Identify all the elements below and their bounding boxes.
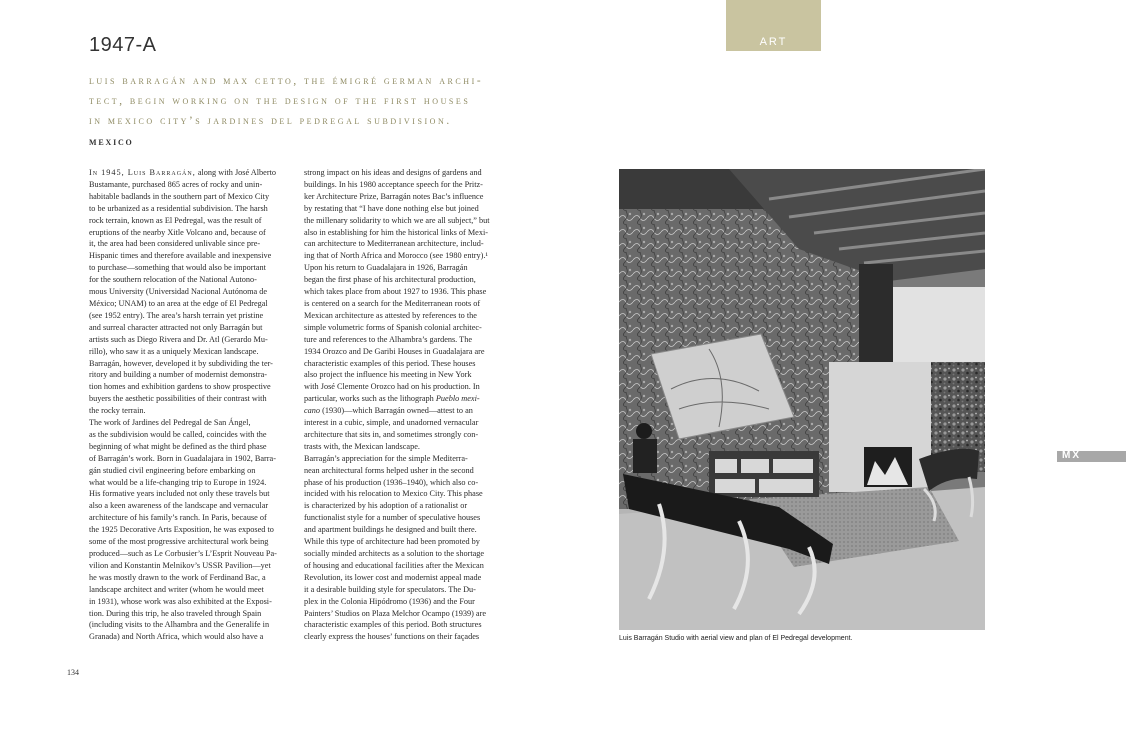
body-line: artists such as Diego Rivera and Dr. Atl (Gerardo Mu- xyxy=(89,334,268,344)
body-line: he was mostly drawn to the work of Ferdinand Bac, a xyxy=(89,572,266,582)
studio-photo xyxy=(619,169,985,630)
body-line: as the subdivision would be called, coincides with the xyxy=(89,429,267,439)
body-line: Upon his return to Guadalajara in 1926, Barragán xyxy=(304,263,468,273)
body-line: architecture of his family’s ranch. In Paris, because of xyxy=(89,513,267,523)
body-line: it, the area had been considered unlivable since pre- xyxy=(89,239,261,249)
body-line: also project the influence his meeting in New York xyxy=(304,370,472,380)
figure-caption: Luis Barragán Studio with aerial view and plan of El Pedregal development. xyxy=(619,635,853,642)
body-line: for the southern relocation of the National Autono- xyxy=(89,275,257,285)
body-line: eruptions of the nearby Xitle Volcano and, because of xyxy=(89,227,266,237)
headline-line: tect, begin working on the design of the first houses xyxy=(89,95,471,107)
headline-line: luis barragán and max cetto, the émigré german archi- xyxy=(89,75,484,87)
body-line: to purchase—something that would also be important xyxy=(89,263,266,273)
body-line: rock terrain, known as El Pedregal, was the result of xyxy=(89,215,262,225)
body-line: is centered on a search for the Mediterranean roots of xyxy=(304,298,481,308)
body-line: which takes place from about 1927 to 1936. This phase xyxy=(304,287,487,297)
country-tab-mx xyxy=(1057,451,1126,462)
body-line: While this type of architecture had been promoted by xyxy=(304,537,480,547)
body-line: by restating that “I have done nothing else but joined xyxy=(304,203,479,213)
body-line: habitable badlands in the southern part of Mexico City xyxy=(89,191,270,201)
body-line: nean architectural forms helped usher in the second xyxy=(304,465,474,475)
body-column-1 xyxy=(89,167,285,643)
body-line: Revolution, its lower cost and modernist appeal made xyxy=(304,572,482,582)
artwork-title: cano xyxy=(304,406,321,416)
body-line: architecture that sits in, and sometimes strongly con- xyxy=(304,429,479,439)
body-line: Hispanic times and therefore available and inexpensive xyxy=(89,251,272,261)
body-line: and apartment buildings he designed and built there. xyxy=(304,525,477,535)
body-line: The work of Jardines del Pedregal de San Ángel, xyxy=(89,418,251,428)
body-line: landscape architect and writer (whom he would meet xyxy=(89,584,264,594)
body-line: with José Clemente Orozco had on his production. In xyxy=(304,382,480,392)
body-line: the 1925 Decorative Arts Exposition, he was exposed to xyxy=(89,525,274,535)
text-run: (1930)—which Barragán owned—attest to an xyxy=(320,406,473,416)
body-line: ing that of North Africa and Morocco (see 1980 entry).¹ xyxy=(304,251,488,261)
body-line: what would be a life-changing trip to Europe in 1924. xyxy=(89,477,267,487)
body-line: socially minded architects as a solution to the shortage xyxy=(304,549,485,558)
body-line: also a keen awareness of the landscape and vernacular xyxy=(89,501,269,511)
body-line: it a desirable building style for speculators. The Du- xyxy=(304,584,476,594)
body-line: functionalist style for a number of speculative houses xyxy=(304,513,481,523)
body-line: some of the most progressive architectural work being xyxy=(89,537,269,547)
body-line: phase of his production (1936–1940), which also co- xyxy=(304,477,479,487)
entry-headline xyxy=(89,71,529,131)
body-line: vilion and Konstantin Melnikov’s USSR Pavilion—yet xyxy=(89,560,271,570)
body-line: ture and references to the Alhambra’s gardens. The xyxy=(304,334,472,344)
body-line: can architecture to Mediterranean architecture, includ- xyxy=(304,239,484,249)
body-line: characteristic examples of this period. These houses xyxy=(304,358,476,368)
body-line xyxy=(89,167,285,179)
headline-line: in mexico city’s jardines del pedregal subdivision. xyxy=(89,115,452,127)
body-line: incided with his relocation to Mexico City. This phase xyxy=(304,489,483,499)
body-line: of housing and educational facilities after the Mexican xyxy=(304,560,484,570)
body-line: began the first phase of his architectural production, xyxy=(304,275,476,285)
body-line: in 1931), whose work was also exhibited at the Exposi- xyxy=(89,596,272,606)
body-line: simple volumetric forms of Spanish colonial architec- xyxy=(304,322,482,332)
body-line: tion. During this trip, he also traveled through Spain xyxy=(89,608,262,618)
body-line: rillo), who saw it as a uniquely Mexican landscape. xyxy=(89,346,259,356)
body-line: (see 1952 entry). The area’s harsh terrain yet pristine xyxy=(89,310,264,320)
body-line: 1934 Orozco and De Garibi Houses in Guadalajara are xyxy=(304,346,485,356)
body-line: México; UNAM) to an area at the edge of El Pedregal xyxy=(89,298,268,308)
lead-rest: along with José Alberto xyxy=(195,168,276,177)
body-line: the millenary solidarity to which we are all subject,” but xyxy=(304,215,490,225)
body-line: beginning of what might be defined as the third phase xyxy=(89,441,267,451)
text-run: particular, works such as the lithograph xyxy=(304,394,436,404)
body-line xyxy=(304,393,504,405)
body-line: ker Architecture Prize, Barragán notes Bac’s influence xyxy=(304,191,484,201)
body-line: of Barragán’s work. Born in Guadalajara in 1902, Barra- xyxy=(89,453,276,463)
body-line: (including visits to the Alhambra and the Generalife in xyxy=(89,620,270,630)
body-line: trasts with, the Mexican landscape. xyxy=(304,441,420,451)
section-tab-label: ART xyxy=(759,36,788,48)
body-line: buyers the aesthetic possibilities of their contrast with xyxy=(89,394,267,404)
body-line: Painters’ Studios on Plaza Melchor Ocampo (1939) are xyxy=(304,608,486,618)
body-line: ritory and building a number of modernist demonstra- xyxy=(89,370,268,380)
country-tab-label: MX xyxy=(1062,450,1081,461)
body-line: gán studied civil engineering before embarking on xyxy=(89,465,256,475)
body-line xyxy=(304,405,504,417)
body-line: produced—such as Le Corbusier’s L’Esprit Nouveau Pa- xyxy=(89,549,277,558)
page-number: 134 xyxy=(67,668,79,677)
body-column-2 xyxy=(304,167,504,643)
body-line: His formative years included not only these travels but xyxy=(89,489,270,499)
body-line: tion homes and exhibition gardens to show prospective xyxy=(89,382,271,392)
section-tab-art xyxy=(726,0,821,51)
artwork-title: Pueblo mexi- xyxy=(435,394,480,404)
body-line: characteristic examples of this period. Both structures xyxy=(304,620,482,630)
body-line: plex in the Colonia Hipódromo (1936) and the Four xyxy=(304,596,475,606)
entry-country: MEXICO xyxy=(89,138,134,147)
body-line: mous University (Universidad Nacional Autónoma de xyxy=(89,287,268,297)
body-line: the rocky terrain. xyxy=(89,406,146,416)
body-line: is characterized by his adoption of a rationalist or xyxy=(304,501,468,511)
body-line: and surreal character attracted not only Barragán but xyxy=(89,322,263,332)
body-line: strong impact on his ideas and designs of gardens and xyxy=(304,168,482,177)
body-line: also in establishing for him the historical links of Mexi- xyxy=(304,227,488,237)
body-line: to be urbanized as a residential subdivision. The harsh xyxy=(89,203,268,213)
body-line: Bustamante, purchased 865 acres of rocky and unin- xyxy=(89,179,263,189)
body-line: Mexican architecture as attested by references to the xyxy=(304,310,477,320)
body-line: Granada) and North Africa, which would also have a xyxy=(89,632,264,642)
body-line: Barragán, however, developed it by subdividing the ter- xyxy=(89,358,273,368)
body-line: clearly express the houses’ functions on their façades xyxy=(304,632,480,642)
body-line: buildings. In his 1980 acceptance speech for the Pritz- xyxy=(304,179,483,189)
body-line: interest in a cubic, simple, and unadorned vernacular xyxy=(304,418,479,428)
body-line: Barragán’s appreciation for the simple Mediterra- xyxy=(304,453,468,463)
lead-smallcaps: In 1945, Luis Barragán, xyxy=(89,168,196,177)
entry-id: 1947-A xyxy=(89,34,157,56)
